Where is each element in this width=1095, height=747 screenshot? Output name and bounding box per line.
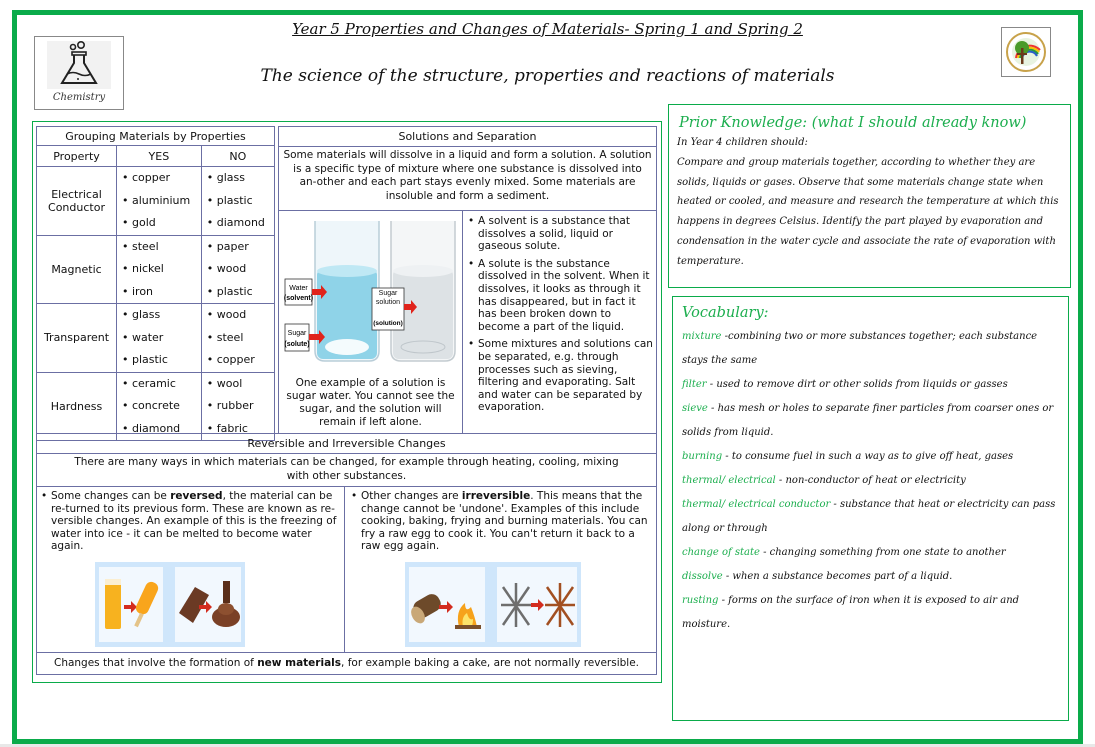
vocab-definition: - when a substance becomes part of a liquid. [722, 571, 953, 582]
yes-item: • concrete [122, 399, 180, 412]
yes-item: • diamond [122, 421, 181, 435]
grouping-materials-table [36, 126, 275, 441]
solutions-intro: Some materials will dissolve in a liquid and form a solution. A solution is a specific type of mixture where one substance is dissolved into an-other and each part stays evenly mixed. Some materials are insoluble and form a sediment. [279, 147, 656, 211]
vocab-term: filter [682, 379, 707, 390]
property-name: Magnetic [37, 235, 117, 304]
no-item: • diamond [206, 216, 265, 229]
vocabulary-panel [672, 296, 1069, 721]
no-item: • wood [206, 262, 247, 275]
solutions-title: Solutions and Separation [279, 127, 656, 147]
prior-knowledge-title: Prior Knowledge: (what I should already know) [679, 115, 1027, 131]
vocab-entry [682, 325, 1058, 373]
prior-knowledge-panel [668, 104, 1071, 288]
yes-item: • aluminium [122, 193, 191, 207]
property-name: Transparent [37, 304, 117, 373]
yes-item: • water [122, 330, 164, 344]
no-item: • fabric [206, 421, 248, 435]
property-name: Hardness [37, 372, 117, 441]
vocab-definition: - changing something from one state to another [759, 547, 1006, 558]
column-header-no: NO [201, 146, 274, 167]
column-header-property: Property [37, 146, 117, 167]
solution-diagram-cell [279, 211, 463, 433]
irreversible-text: • Other changes are irreversible. This means that the change cannot be 'undone'. Examples of this include cooking, baking, frying and burning materials. You can fry a raw egg to cook it. You can't return it back to a raw egg again. [351, 490, 652, 553]
yes-item: • plastic [122, 353, 168, 366]
vocab-entry [682, 541, 1058, 565]
no-item: • rubber [206, 399, 254, 412]
no-item: • wood [206, 308, 247, 321]
log-burning-icon [409, 567, 485, 642]
vocab-entry [682, 493, 1058, 541]
no-item: • plastic [206, 284, 253, 298]
yes-item: • glass [122, 308, 161, 321]
vocab-entry [682, 445, 1058, 469]
prior-knowledge-lead: In Year 4 children should: [677, 137, 808, 148]
page-subtitle: The science of the structure, properties and reactions of materials [260, 66, 835, 86]
vocab-entry [682, 397, 1058, 445]
table-row [37, 372, 275, 441]
vocab-entry [682, 469, 1058, 493]
solutions-section [278, 126, 657, 434]
vocab-term: thermal/ electrical conductor [682, 499, 831, 510]
yes-item: • steel [122, 239, 159, 253]
vocab-definition: - substance that heat or electricity can pass along or through [682, 499, 1056, 534]
changes-title: Reversible and Irreversible Changes [37, 434, 656, 454]
vocab-term: change of state [682, 547, 760, 558]
vocab-definition: - to consume fuel in such a way as to give off heat, gases [722, 451, 1014, 462]
page-title: Year 5 Properties and Changes of Materials- Spring 1 and Spring 2 [292, 20, 803, 38]
table-row [37, 304, 275, 373]
changes-intro: There are many ways in which materials can be changed, for example through heating, cooling, mixing with other substances. [37, 454, 656, 487]
changes-footer: Changes that involve the formation of new materials, for example baking a cake, are not normally reversible. [37, 652, 656, 674]
nails-rusting-icon [497, 567, 577, 642]
vocab-term: thermal/ electrical [682, 475, 776, 486]
yes-item: • ceramic [122, 376, 176, 390]
sugar-solution-diagram [279, 211, 463, 371]
vocab-definition: - used to remove dirt or other solids from liquids or gasses [706, 379, 1008, 390]
vocab-definition: - forms on the surface of iron when it is exposed to air and moisture. [682, 595, 1020, 630]
solvent-fact: • A solvent is a substance that dissolves a solid, liquid or gaseous solute. [468, 215, 653, 253]
water-label: Water [289, 285, 308, 292]
yes-item: • iron [122, 284, 154, 298]
vocab-term: burning [682, 451, 723, 462]
vocab-term: dissolve [682, 571, 723, 582]
vocab-entry [682, 589, 1058, 637]
vocab-entry [682, 373, 1058, 397]
vocab-term: mixture [682, 331, 722, 342]
yes-item: • copper [122, 171, 171, 184]
no-item: • paper [206, 239, 249, 253]
vocabulary-title: Vocabulary: [682, 305, 769, 321]
table-row [37, 167, 275, 236]
solute-fact: • A solute is the substance dissolved in the solvent. When it dissolves, it looks as through it has disappeared, but in fact it has been broken down to become a part of the liquid. [468, 258, 653, 334]
prior-knowledge-body: Compare and group materials together, according to whether they are solids, liquids or gases. Observe that some materials change state when heated or cooled, and measure and research the temperature at which this happens in degrees Celsius. Identify the part played by evaporation and condensation in the water cycle and associate the rate of evaporation with temperature. [677, 156, 1059, 267]
solution-caption: One example of a solution is sugar water. You cannot see the sugar, and the solution will remain if left alone. [286, 377, 455, 428]
chocolate-melting-icon [175, 567, 241, 642]
vocab-definition: -combining two or more substances together; each substance stays the same [682, 331, 1038, 366]
reversible-cell [37, 487, 345, 652]
vocab-definition: - non-conductor of heat or electricity [775, 475, 966, 486]
grouping-table-title: Grouping Materials by Properties [37, 127, 275, 146]
solution-role-label: (solution) [373, 320, 403, 327]
juice-to-ice-lolly-icon [99, 567, 163, 642]
chemistry-caption: Chemistry [52, 92, 106, 103]
changes-section [36, 433, 657, 675]
no-item: • glass [206, 171, 245, 184]
no-item: • steel [206, 330, 244, 344]
solvent-label: (solvent) [283, 295, 314, 302]
yes-item: • nickel [122, 262, 164, 275]
vocab-definition: - has mesh or holes to separate finer particles from coarser ones or solids from liquid. [682, 403, 1054, 438]
reversible-images [95, 562, 245, 647]
table-row [37, 235, 275, 304]
no-item: • copper [206, 353, 255, 366]
yes-item: • gold [122, 216, 156, 229]
separation-fact: • Some mixtures and solutions can be separated, e.g. through processes such as sieving, filtering and evaporating. Salt and water can be separated by evaporation. [468, 338, 653, 414]
column-header-yes: YES [117, 146, 202, 167]
vocab-term: sieve [682, 403, 708, 414]
solution-facts [463, 211, 656, 433]
sugar-label: Sugar [287, 330, 307, 337]
property-name: Electrical Conductor [37, 167, 117, 236]
no-item: • wool [206, 376, 243, 390]
irreversible-images [405, 562, 581, 647]
no-item: • plastic [206, 193, 253, 207]
reversible-text: • Some changes can be reversed, the material can be re-turned to its previous form. These are known as re-versible changes. An example of this is the freezing of water into ice - it can be melted to become water again. [41, 490, 340, 553]
vocab-term: rusting [682, 595, 719, 606]
sugar-solution-label: Sugar solution [375, 290, 401, 306]
solute-label: (solute) [284, 341, 310, 348]
irreversible-cell [345, 487, 656, 652]
vocab-entry [682, 565, 1058, 589]
